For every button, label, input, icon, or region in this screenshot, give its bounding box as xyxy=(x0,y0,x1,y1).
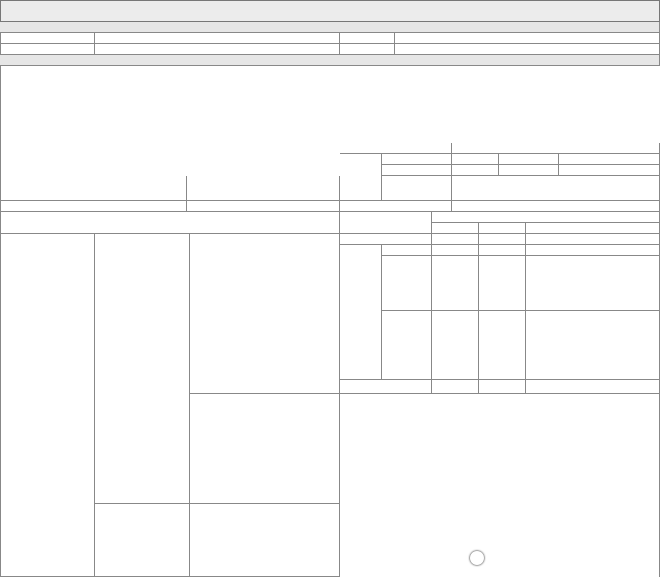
truck-label xyxy=(382,165,452,176)
section-header-indicators xyxy=(0,55,660,66)
residential-label xyxy=(340,234,432,245)
infant-care-reduction xyxy=(479,311,526,380)
residential-reduction xyxy=(479,234,526,245)
kids-ground-value xyxy=(187,201,340,212)
accessible-label xyxy=(499,165,559,176)
parcel-code-label xyxy=(0,44,95,55)
motor-parking-value xyxy=(452,143,660,154)
project-name-label xyxy=(0,33,95,44)
above-increase-area-cell xyxy=(190,394,340,504)
property-mgmt-spec xyxy=(432,380,479,394)
col-spec xyxy=(432,223,479,234)
kindergarten-reduction xyxy=(479,245,526,256)
micro-car-label xyxy=(382,176,452,201)
kindergarten-total xyxy=(526,245,660,256)
residential-spec xyxy=(432,234,479,245)
micro-car-value xyxy=(452,176,660,201)
property-mgmt-reduction xyxy=(479,380,526,394)
motor-parking-label xyxy=(340,143,452,154)
accessible-value xyxy=(559,165,660,176)
watermark xyxy=(470,548,656,570)
land-unit-label xyxy=(340,33,395,44)
land-location-label xyxy=(340,44,395,55)
paw-icon xyxy=(470,551,484,565)
small-car-value xyxy=(452,154,499,165)
nonfar-area-cell xyxy=(95,504,190,577)
property-mgmt-label xyxy=(340,380,432,394)
area-header xyxy=(432,212,660,223)
residential-total xyxy=(526,234,660,245)
elderly-center-spec xyxy=(432,256,479,311)
total-area-cell xyxy=(0,234,95,577)
public-facilities-label xyxy=(340,245,382,380)
function-header xyxy=(340,212,432,234)
elderly-center-label xyxy=(382,256,432,311)
col-reduction xyxy=(479,223,526,234)
infant-care-total xyxy=(526,311,660,380)
elderly-center-total xyxy=(526,256,660,311)
section-header-overview xyxy=(0,22,660,33)
page-title xyxy=(0,0,660,22)
charging-value xyxy=(559,154,660,165)
infant-care-label xyxy=(382,311,432,380)
nonmotor-value xyxy=(452,201,660,212)
sports-ground-value xyxy=(187,176,340,201)
land-location-value xyxy=(395,44,660,55)
land-unit-value xyxy=(395,33,660,44)
above-spec-area-cell xyxy=(190,234,340,394)
truck-value xyxy=(452,165,499,176)
elderly-center-reduction xyxy=(479,256,526,311)
charging-label xyxy=(499,154,559,165)
kindergarten-spec xyxy=(432,245,479,256)
below-increase-area-cell xyxy=(190,504,340,577)
sports-ground-label xyxy=(0,176,187,201)
kids-ground-label xyxy=(0,201,187,212)
far-area-cell xyxy=(95,234,190,504)
project-name-value xyxy=(95,33,340,44)
infant-care-spec xyxy=(432,311,479,380)
parcel-code-value xyxy=(95,44,340,55)
section-header-allocation xyxy=(0,212,340,234)
kindergarten-label xyxy=(382,245,432,256)
small-car-label xyxy=(382,154,452,165)
of-which-label xyxy=(340,154,382,201)
nonmotor-label xyxy=(340,201,452,212)
property-mgmt-total xyxy=(526,380,660,394)
col-total xyxy=(526,223,660,234)
